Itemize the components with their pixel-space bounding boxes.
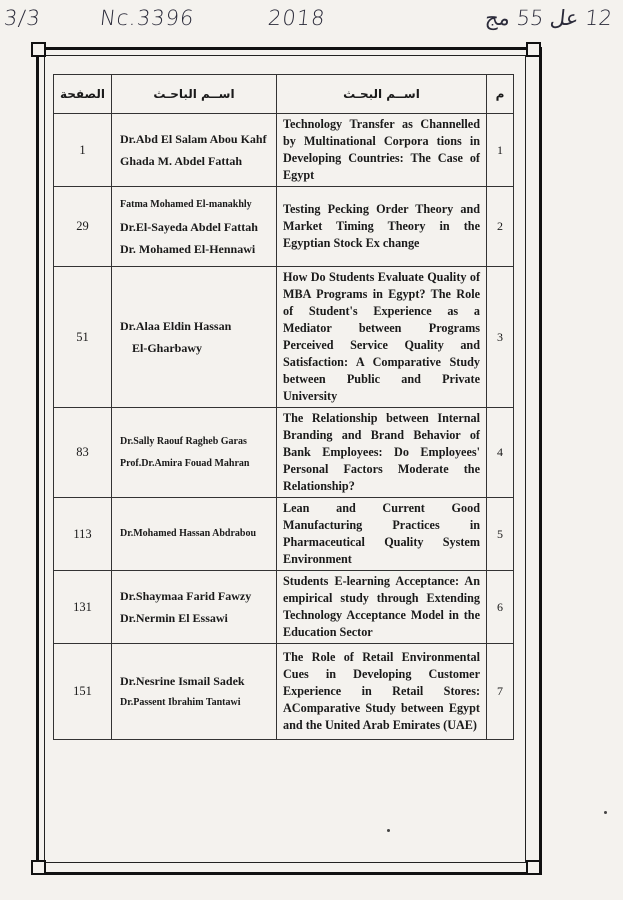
corner-ornament [31, 860, 46, 875]
header-title: اســم البحـث [277, 75, 487, 114]
researcher-name: Prof.Dr.Amira Fouad Mahran [120, 457, 250, 469]
researcher-name: Dr. Mohamed El-Hennawi [120, 241, 256, 256]
table-row [54, 408, 514, 498]
row-researchers [112, 571, 277, 644]
researcher-name: Dr.Alaa Eldin Hassan [120, 319, 232, 333]
corner-ornament [526, 42, 541, 57]
researcher-name: Ghada M. Abdel Fattah [120, 154, 243, 168]
header-researcher: اســم الباحـث [112, 75, 277, 114]
row-page: 1 [54, 114, 112, 187]
table-row [54, 644, 514, 740]
table-row [54, 498, 514, 571]
row-title: How Do Students Evaluate Quality of MBA Programs in Egypt? The Role of Student's Experience as a Mediator between Programs Perceived Service Quality and Satisfaction: A Comparative Study between Public and Private University [277, 267, 487, 408]
row-title: Students E-learning Acceptance: An empirical study through Extending Technology Acceptance Model in the Education Sector [277, 571, 487, 644]
handwritten-ref: 3/3 [2, 6, 43, 30]
handwritten-year: 2018 [266, 6, 327, 30]
corner-ornament [526, 860, 541, 875]
row-title: The Relationship between Internal Branding and Brand Behavior of Bank Employees: Do Employees' Personal Factors Moderate the Relationship? [277, 408, 487, 498]
row-number: 3 [487, 267, 514, 408]
row-number: 6 [487, 571, 514, 644]
row-title: The Role of Retail Environmental Cues in Developing Customer Experience in Retail Stores: AComparative Study between Egypt and the United Arab Emirates (UAE) [277, 644, 487, 740]
row-researchers [112, 187, 277, 267]
row-title: Testing Pecking Order Theory and Market Timing Theory in the Egyptian Stock Ex change [277, 187, 487, 267]
row-researchers [112, 408, 277, 498]
table-row [54, 571, 514, 644]
row-researchers [112, 114, 277, 187]
row-number: 2 [487, 187, 514, 267]
row-number: 1 [487, 114, 514, 187]
researcher-name: Dr.Nermin El Essawi [120, 611, 228, 625]
row-page: 83 [54, 408, 112, 498]
handwritten-code: Nc.3396 [98, 6, 196, 30]
row-page: 29 [54, 187, 112, 267]
researcher-name: El-Gharbawy [132, 341, 203, 355]
row-page: 51 [54, 267, 112, 408]
table-row [54, 114, 514, 187]
researcher-name: Dr.Mohamed Hassan Abdrabou [120, 528, 257, 539]
researcher-name: Dr.Sally Raouf Ragheb Garas [120, 435, 247, 447]
researcher-name: Dr.Nesrine Ismail Sadek [120, 673, 245, 688]
scan-speck [387, 829, 390, 832]
row-number: 5 [487, 498, 514, 571]
row-page: 113 [54, 498, 112, 571]
row-number: 7 [487, 644, 514, 740]
table-row [54, 267, 514, 408]
scan-speck [604, 811, 607, 814]
contents-table [53, 74, 514, 740]
row-title: Technology Transfer as Channelled by Multinational Corpora tions in Developing Countries: The Case of Egypt [277, 114, 487, 187]
header-number: م [487, 75, 514, 114]
row-number: 4 [487, 408, 514, 498]
row-researchers [112, 498, 277, 571]
header-page: الصفحة [54, 75, 112, 114]
table-header-row [54, 75, 514, 114]
row-page: 151 [54, 644, 112, 740]
researcher-name: Dr.El-Sayeda Abdel Fattah [120, 219, 258, 234]
row-researchers [112, 644, 277, 740]
row-title: Lean and Current Good Manufacturing Practices in Pharmaceutical Quality System Environment [277, 498, 487, 571]
corner-ornament [31, 42, 46, 57]
row-researchers [112, 267, 277, 408]
researcher-name: Dr.Passent Ibrahim Tantawi [120, 696, 241, 708]
row-page: 131 [54, 571, 112, 644]
table-row [54, 187, 514, 267]
researcher-name: Fatma Mohamed El-manakhly [120, 198, 252, 210]
researcher-name: Dr.Abd El Salam Abou Kahf [120, 132, 267, 146]
handwritten-volume: 12 عل 55 مج [483, 6, 614, 30]
researcher-name: Dr.Shaymaa Farid Fawzy [120, 589, 252, 603]
